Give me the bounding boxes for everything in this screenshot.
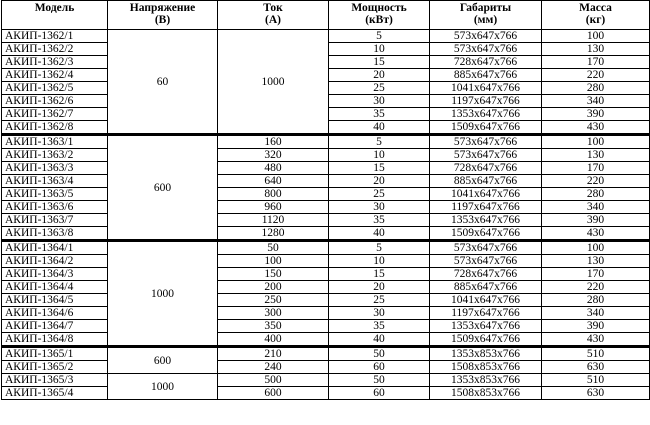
cell-mass: 280 <box>542 188 650 201</box>
cell-power: 50 <box>329 347 430 361</box>
cell-power: 10 <box>329 255 430 268</box>
cell-mass: 100 <box>542 241 650 255</box>
cell-dims: 1353x647x766 <box>430 214 542 227</box>
cell-current: 300 <box>218 307 329 320</box>
table-row <box>2 361 650 374</box>
cell-power: 20 <box>329 281 430 294</box>
cell-power: 5 <box>329 30 430 43</box>
header-power <box>329 1 430 30</box>
cell-current: 500 <box>218 374 329 387</box>
cell-mass: 100 <box>542 30 650 43</box>
cell-mass: 510 <box>542 374 650 387</box>
cell-mass: 340 <box>542 95 650 108</box>
cell-model: АКИП-1364/5 <box>2 294 108 307</box>
cell-current: 210 <box>218 347 329 361</box>
table-row <box>2 281 650 294</box>
cell-dims: 1041x647x766 <box>430 82 542 95</box>
cell-model: АКИП-1365/1 <box>2 347 108 361</box>
cell-power: 5 <box>329 241 430 255</box>
cell-power: 10 <box>329 43 430 56</box>
cell-current: 400 <box>218 333 329 347</box>
cell-model: АКИП-1362/6 <box>2 95 108 108</box>
cell-model: АКИП-1364/4 <box>2 281 108 294</box>
cell-dims: 573x647x766 <box>430 30 542 43</box>
table-row <box>2 175 650 188</box>
cell-power: 25 <box>329 188 430 201</box>
cell-model: АКИП-1363/5 <box>2 188 108 201</box>
header-dims-label: Габариты <box>459 2 512 14</box>
cell-voltage: 1000 <box>108 374 218 400</box>
cell-model: АКИП-1365/3 <box>2 374 108 387</box>
header-current-unit: (А) <box>265 14 281 26</box>
cell-dims: 1509x647x766 <box>430 227 542 241</box>
header-voltage-unit: (В) <box>154 14 171 26</box>
cell-dims: 1508x853x766 <box>430 361 542 374</box>
cell-current: 480 <box>218 162 329 175</box>
cell-mass: 220 <box>542 69 650 82</box>
cell-model: АКИП-1364/6 <box>2 307 108 320</box>
header-dims-unit: (мм) <box>473 14 498 26</box>
cell-model: АКИП-1363/1 <box>2 135 108 149</box>
cell-model: АКИП-1363/3 <box>2 162 108 175</box>
table-row <box>2 347 650 361</box>
cell-power: 60 <box>329 361 430 374</box>
cell-dims: 728x647x766 <box>430 56 542 69</box>
cell-mass: 220 <box>542 175 650 188</box>
cell-mass: 390 <box>542 320 650 333</box>
cell-mass: 630 <box>542 387 650 400</box>
header-power-unit: (кВт) <box>365 14 393 26</box>
cell-power: 15 <box>329 162 430 175</box>
cell-current: 250 <box>218 294 329 307</box>
header-row <box>2 1 650 30</box>
cell-dims: 1508x853x766 <box>430 387 542 400</box>
table-row <box>2 30 650 43</box>
table-row <box>2 135 650 149</box>
cell-dims: 1509x647x766 <box>430 333 542 347</box>
cell-current: 320 <box>218 149 329 162</box>
cell-dims: 573x647x766 <box>430 255 542 268</box>
cell-power: 30 <box>329 307 430 320</box>
cell-model: АКИП-1363/2 <box>2 149 108 162</box>
cell-model: АКИП-1363/7 <box>2 214 108 227</box>
table-row <box>2 201 650 214</box>
cell-mass: 280 <box>542 294 650 307</box>
cell-power: 30 <box>329 95 430 108</box>
cell-mass: 130 <box>542 43 650 56</box>
cell-voltage: 1000 <box>108 241 218 347</box>
cell-power: 25 <box>329 294 430 307</box>
header-power-label: Мощность <box>351 2 407 14</box>
cell-power: 60 <box>329 387 430 400</box>
cell-power: 40 <box>329 333 430 347</box>
cell-model: АКИП-1362/2 <box>2 43 108 56</box>
table-row <box>2 227 650 241</box>
cell-mass: 280 <box>542 82 650 95</box>
cell-dims: 1353x853x766 <box>430 374 542 387</box>
table-row <box>2 268 650 281</box>
cell-model: АКИП-1363/4 <box>2 175 108 188</box>
cell-mass: 170 <box>542 268 650 281</box>
cell-model: АКИП-1363/8 <box>2 227 108 241</box>
cell-dims: 885x647x766 <box>430 175 542 188</box>
table-row <box>2 188 650 201</box>
cell-dims: 1353x647x766 <box>430 108 542 121</box>
cell-dims: 1197x647x766 <box>430 95 542 108</box>
cell-mass: 390 <box>542 214 650 227</box>
cell-model: АКИП-1364/1 <box>2 241 108 255</box>
cell-model: АКИП-1365/4 <box>2 387 108 400</box>
cell-mass: 170 <box>542 162 650 175</box>
table-row <box>2 241 650 255</box>
cell-current: 1120 <box>218 214 329 227</box>
cell-dims: 573x647x766 <box>430 241 542 255</box>
cell-dims: 573x647x766 <box>430 135 542 149</box>
cell-current: 800 <box>218 188 329 201</box>
specs-table <box>1 0 650 400</box>
cell-power: 15 <box>329 56 430 69</box>
cell-dims: 1041x647x766 <box>430 188 542 201</box>
cell-dims: 1197x647x766 <box>430 201 542 214</box>
header-dims <box>430 1 542 30</box>
cell-voltage: 60 <box>108 30 218 135</box>
cell-power: 35 <box>329 320 430 333</box>
table-body <box>2 30 650 400</box>
cell-dims: 885x647x766 <box>430 281 542 294</box>
header-voltage-label: Напряжение <box>129 2 196 14</box>
cell-mass: 340 <box>542 201 650 214</box>
header-current-label: Ток <box>263 2 283 14</box>
cell-voltage: 600 <box>108 347 218 374</box>
cell-current: 150 <box>218 268 329 281</box>
table-row <box>2 307 650 320</box>
cell-dims: 573x647x766 <box>430 149 542 162</box>
cell-dims: 728x647x766 <box>430 162 542 175</box>
cell-current: 160 <box>218 135 329 149</box>
cell-power: 40 <box>329 227 430 241</box>
cell-model: АКИП-1364/8 <box>2 333 108 347</box>
cell-mass: 430 <box>542 227 650 241</box>
cell-power: 40 <box>329 121 430 135</box>
cell-power: 35 <box>329 214 430 227</box>
table-row <box>2 387 650 400</box>
cell-current: 640 <box>218 175 329 188</box>
cell-power: 10 <box>329 149 430 162</box>
cell-current: 960 <box>218 201 329 214</box>
cell-model: АКИП-1364/7 <box>2 320 108 333</box>
cell-mass: 430 <box>542 333 650 347</box>
cell-power: 25 <box>329 82 430 95</box>
cell-dims: 1197x647x766 <box>430 307 542 320</box>
cell-mass: 130 <box>542 255 650 268</box>
cell-dims: 1509x647x766 <box>430 121 542 135</box>
cell-current: 50 <box>218 241 329 255</box>
cell-mass: 510 <box>542 347 650 361</box>
cell-power: 50 <box>329 374 430 387</box>
cell-mass: 630 <box>542 361 650 374</box>
cell-current: 200 <box>218 281 329 294</box>
cell-model: АКИП-1362/3 <box>2 56 108 69</box>
cell-power: 5 <box>329 135 430 149</box>
cell-dims: 1353x647x766 <box>430 320 542 333</box>
cell-voltage: 600 <box>108 135 218 241</box>
cell-power: 30 <box>329 201 430 214</box>
cell-dims: 1353x853x766 <box>430 347 542 361</box>
table-header <box>2 1 650 30</box>
cell-model: АКИП-1362/7 <box>2 108 108 121</box>
cell-current: 1280 <box>218 227 329 241</box>
table-row <box>2 149 650 162</box>
table-row <box>2 214 650 227</box>
cell-current: 350 <box>218 320 329 333</box>
cell-model: АКИП-1365/2 <box>2 361 108 374</box>
cell-dims: 573x647x766 <box>430 43 542 56</box>
cell-current: 600 <box>218 387 329 400</box>
header-model <box>2 1 108 30</box>
table-row <box>2 255 650 268</box>
cell-mass: 390 <box>542 108 650 121</box>
cell-power: 15 <box>329 268 430 281</box>
cell-model: АКИП-1363/6 <box>2 201 108 214</box>
cell-dims: 1041x647x766 <box>430 294 542 307</box>
header-mass-label: Масса <box>579 2 612 14</box>
header-model-label: Модель <box>34 2 75 14</box>
cell-mass: 220 <box>542 281 650 294</box>
cell-mass: 170 <box>542 56 650 69</box>
table-row <box>2 374 650 387</box>
cell-model: АКИП-1362/8 <box>2 121 108 135</box>
table-row <box>2 162 650 175</box>
cell-model: АКИП-1364/3 <box>2 268 108 281</box>
table-row <box>2 333 650 347</box>
cell-power: 35 <box>329 108 430 121</box>
table-row <box>2 294 650 307</box>
header-mass <box>542 1 650 30</box>
header-voltage <box>108 1 218 30</box>
cell-model: АКИП-1362/5 <box>2 82 108 95</box>
cell-current: 100 <box>218 255 329 268</box>
cell-current: 1000 <box>218 30 329 135</box>
header-mass-unit: (кг) <box>585 14 606 26</box>
cell-mass: 430 <box>542 121 650 135</box>
cell-model: АКИП-1364/2 <box>2 255 108 268</box>
cell-dims: 885x647x766 <box>430 69 542 82</box>
cell-power: 20 <box>329 175 430 188</box>
table-row <box>2 320 650 333</box>
cell-mass: 340 <box>542 307 650 320</box>
cell-dims: 728x647x766 <box>430 268 542 281</box>
cell-current: 240 <box>218 361 329 374</box>
header-current <box>218 1 329 30</box>
cell-model: АКИП-1362/1 <box>2 30 108 43</box>
cell-power: 20 <box>329 69 430 82</box>
cell-mass: 130 <box>542 149 650 162</box>
cell-model: АКИП-1362/4 <box>2 69 108 82</box>
cell-mass: 100 <box>542 135 650 149</box>
